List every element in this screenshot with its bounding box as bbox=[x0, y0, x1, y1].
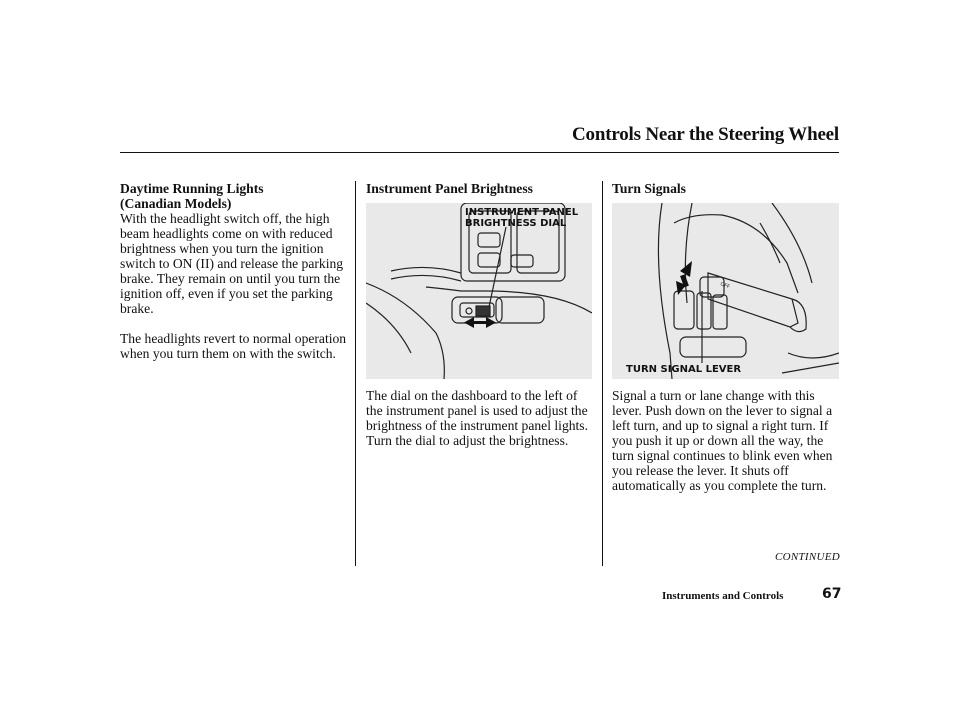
turn-signal-figure bbox=[612, 203, 839, 379]
turn-signal-description bbox=[612, 388, 840, 493]
section-heading: Turn Signals bbox=[612, 181, 686, 196]
turn-signal-illustration bbox=[612, 203, 839, 379]
section-daytime-running-lights bbox=[120, 181, 350, 361]
section-paragraph: Signal a turn or lane change with this lever. Push down on the lever to signal a left turn, and up to signal a right turn. If you push it up or down all the way, the turn signal continues to blink even when you release the lever. It shuts off automatically as you complete the turn. bbox=[612, 388, 833, 493]
column-divider-1 bbox=[355, 181, 356, 566]
heading-line-2: (Canadian Models) bbox=[120, 196, 232, 211]
page-number: 67 bbox=[822, 586, 842, 602]
footer-section-title: Instruments and Controls bbox=[662, 590, 784, 602]
svg-text:OFF: OFF bbox=[719, 281, 731, 291]
section-paragraph: The headlights revert to normal operation when you turn them on with the switch. bbox=[120, 331, 347, 361]
column-divider-2 bbox=[602, 181, 603, 566]
section-paragraph: With the headlight switch off, the high beam headlights come on with reduced brightness when you turn the ignition switch to ON (II) and release the parking brake. They remain on until you turn the ignition off, even if you set the parking brake. bbox=[120, 211, 344, 316]
brightness-dial-illustration bbox=[366, 203, 592, 379]
heading-line-1: Daytime Running Lights bbox=[120, 181, 264, 196]
continued-marker: CONTINUED bbox=[774, 551, 840, 563]
section-instrument-panel-brightness bbox=[366, 181, 594, 196]
section-heading bbox=[120, 181, 350, 211]
page-title: Controls Near the Steering Wheel bbox=[572, 124, 839, 145]
brightness-description bbox=[366, 388, 594, 448]
figure-label: INSTRUMENT PANEL BRIGHTNESS DIAL bbox=[465, 207, 579, 229]
figure-label: TURN SIGNAL LEVER bbox=[626, 364, 742, 375]
brightness-dial-figure bbox=[366, 203, 592, 379]
title-divider bbox=[120, 152, 839, 153]
section-turn-signals bbox=[612, 181, 840, 196]
section-paragraph: The dial on the dashboard to the left of the instrument panel is used to adjust the brightness of the instrument panel lights. Turn the dial to adjust the brightness. bbox=[366, 388, 589, 448]
section-heading: Instrument Panel Brightness bbox=[366, 181, 533, 196]
